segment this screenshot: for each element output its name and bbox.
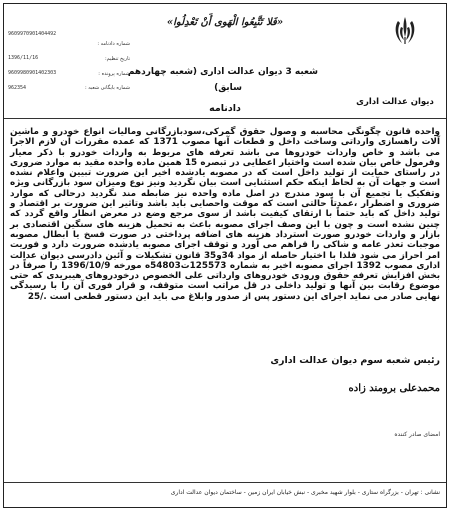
- signer-title: رئیس شعبه سوم دیوان عدالت اداری: [270, 355, 440, 366]
- archive-number-label: شماره بایگانی شعبه :: [84, 85, 130, 91]
- iran-emblem: [392, 15, 418, 51]
- issue-date-value: 1396/11/16: [8, 55, 39, 61]
- header-divider: [4, 118, 446, 119]
- signer-label: امضای صادر کننده: [394, 431, 440, 438]
- footer-divider: [4, 482, 446, 483]
- file-number-label: شماره پرونده :: [98, 71, 130, 77]
- signer-name: محمدعلی برومند زاده: [348, 383, 440, 394]
- decision-number-value: 9609970901404492: [8, 31, 57, 37]
- document-type: دادنامه: [209, 103, 241, 114]
- decision-body: واحده قانون چگونگی محاسبه و وصول حقوق گمرکی،سودبازرگانی ومالیات انواع خودرو و ماشین آلات راهسازی وارداتی وساخت داخل و قطعات آنها مصوب 1371 که عمده مقررات آن لازم الاجرا می باشد و خاص واردات خودروها می باشد تعرفه های مربوط به واردات خودرو با ذکر معیار وفرمول خاص بیان شده است واختیار اعطایی در تبصره 15 همین ماده واحده مقید به موارد ضروری در راستای حمایت از تولید داخل است که در مصوبه یادشده اخیر این ضرورت تبیین واعلام نشده است و جهات آن به لحاظ اینکه حکم استثنایی است بیان نگردید ونیز نوع ومیزان سود بازرگانی ویژه وتفکیک یا تجمیع آن با سود مندرج در اصل ماده واحده نیز ضابطه مند نگردید درحالی که موارد ضروری و اضطرار ،عمدتاً حالتی است که موقت واحصایی باید باشد وتاثیر این ضرورت بر اقتصاد و تولید داخل که باید حتماً با ارتقای کیفیت باشد از سوی مرجع وضع در معرض انظار واقع گردد که چنین نشده است و چون با این وصف اجرای مصوبه باعث به تحمیل هزینه های سنگین اقتصادی بر بازار و واردات خودرو صورت استرداد هزینه های اضافه پرداختی در صورت فسخ یا ابطال مصوبه موجبات تعذر عامه و شاکی را فراهم می آورد و توقف اجرای مصوبه یادشده ضرورت دارد و فوریت امر احراز می شود فلذا با اختیار حاصله از مواد 34و35 قانون تشکیلات و آئین دادرسی دیوان عدالت اداری مصوب 1392 اجرای مصوبه اخیر به شماره 125573ت54803ه مورخه 1396/10/9 را صرفاً در بخش افزایش تعرفه حقوق ورودی خودروهای وارداتی علی الخصوص درخودروهای هیبریدی که حتی موضوع رقابت بین آنها و تولید داخلی در قل مراتب است متوقف، و قرار فوری آن را با رسیدگی نهایی صادر می نماید اجرای این دستور پس از صدور وابلاغ می باید این دستور قطعی است ./25: [10, 127, 440, 302]
- header-verse: «فَلا تَتَّبِعُوا الْهَوى أَنْ تَعْدِلُوا»: [166, 17, 284, 28]
- archive-number-value: 962354: [8, 85, 27, 91]
- issue-date-label: تاریخ تنظیم:: [104, 56, 130, 62]
- case-title-cont: سابق): [214, 83, 242, 93]
- decision-number-label: شماره دادنامه :: [97, 41, 130, 47]
- court-name: دیوان عدالت اداری: [356, 97, 434, 107]
- footer-address: نشانی : تهران - بزرگراه ستاری - بلوار شهید مخبری - نبش خیابان ایران زمین - ساختمان دیوان عدالت اداری: [170, 489, 440, 496]
- file-number-value: 9609980901402303: [8, 70, 57, 76]
- case-title: شعبه 3 دیوان عدالت اداری (شعبه چهاردهم: [127, 67, 318, 77]
